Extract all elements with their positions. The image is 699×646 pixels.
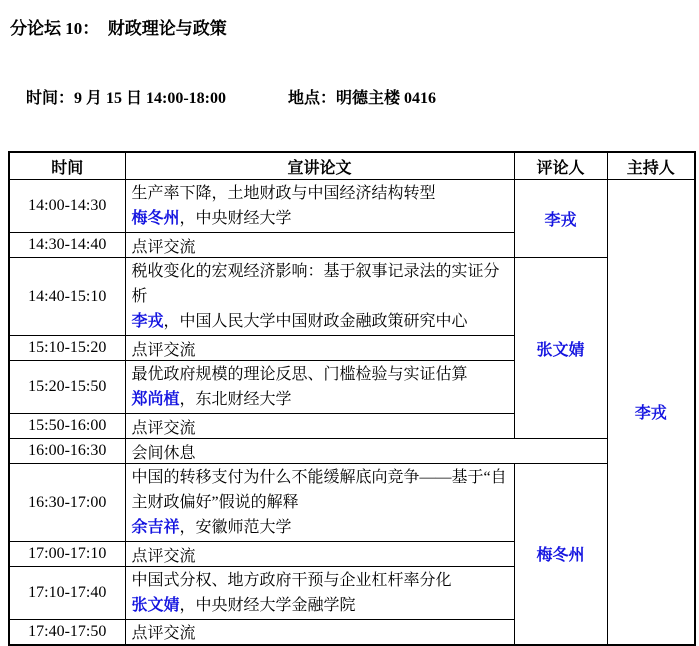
- presenter-name: 梅冬州: [131, 210, 180, 227]
- time-cell: 14:40-15:10: [9, 258, 125, 336]
- presenter-name: 郑尚植: [131, 391, 180, 408]
- presenter-affiliation: ，东北财经大学: [179, 391, 292, 408]
- schedule-row: [9, 464, 695, 542]
- activity-label: 点评交流: [125, 414, 514, 439]
- discussant-name: 李戎: [514, 180, 607, 258]
- activity-label: 点评交流: [125, 233, 514, 258]
- paper-cell: [125, 361, 514, 414]
- time-cell: 17:10-17:40: [9, 567, 125, 620]
- activity-label: 点评交流: [125, 542, 514, 567]
- time-cell: 16:30-17:00: [9, 464, 125, 542]
- presenter-affiliation: ，中国人民大学中国财政金融政策研究中心: [163, 313, 468, 330]
- paper-title: 最优政府规模的理论反思、门槛检验与实证估算: [131, 366, 468, 383]
- paper-author-line: [132, 309, 508, 334]
- header-row: [9, 152, 695, 180]
- paper-title: 中国式分权、地方政府干预与企业杠杆率分化: [131, 572, 452, 589]
- col-header-moderator: 主持人: [607, 152, 695, 180]
- presenter-name: 张文婧: [131, 597, 180, 614]
- time-cell: 15:50-16:00: [9, 414, 125, 439]
- paper-author-line: [132, 593, 508, 618]
- activity-label: 点评交流: [125, 620, 514, 645]
- time-cell: 15:20-15:50: [9, 361, 125, 414]
- session-time-label: 时间：9 月 15 日 14:00-18:00: [26, 90, 226, 107]
- time-cell: 15:10-15:20: [9, 336, 125, 361]
- time-cell: 16:00-16:30: [9, 439, 125, 464]
- presenter-name: 余吉祥: [131, 519, 180, 536]
- col-header-paper: 宣讲论文: [125, 152, 514, 180]
- presenter-affiliation: ，安徽师范大学: [179, 519, 292, 536]
- paper-cell: [125, 180, 514, 233]
- paper-author-line: [132, 515, 508, 540]
- activity-label: 点评交流: [125, 336, 514, 361]
- presenter-affiliation: ，中央财经大学: [179, 210, 292, 227]
- time-cell: 14:00-14:30: [9, 180, 125, 233]
- schedule-row: [9, 258, 695, 336]
- paper-title: 中国的转移支付为什么不能缓解底向竞争——基于“自主财政偏好”假说的解释: [131, 469, 507, 511]
- time-cell: 17:40-17:50: [9, 620, 125, 645]
- presenter-name: 李戎: [131, 313, 164, 330]
- paper-title: 生产率下降，土地财政与中国经济结构转型: [131, 185, 436, 202]
- paper-author-line: [132, 206, 508, 231]
- paper-author-line: [132, 387, 508, 412]
- schedule-row: [9, 180, 695, 233]
- page-title: 分论坛 10： 财政理论与政策: [10, 19, 227, 38]
- paper-cell: [125, 258, 514, 336]
- discussant-name: 梅冬州: [514, 464, 607, 645]
- break-label: 会间休息: [125, 439, 607, 464]
- moderator-name: 李戎: [607, 180, 695, 645]
- paper-cell: [125, 567, 514, 620]
- presenter-affiliation: ，中央财经大学金融学院: [179, 597, 356, 614]
- paper-cell: [125, 464, 514, 542]
- schedule-table: [8, 151, 696, 646]
- discussant-name: 张文婧: [514, 258, 607, 439]
- session-location-label: 地点：明德主楼 0416: [288, 90, 437, 107]
- col-header-time: 时间: [9, 152, 125, 180]
- time-cell: 14:30-14:40: [9, 233, 125, 258]
- document-page: [0, 14, 699, 643]
- schedule-row: [9, 439, 695, 464]
- paper-title: 税收变化的宏观经济影响：基于叙事记录法的实证分析: [131, 263, 500, 305]
- time-cell: 17:00-17:10: [9, 542, 125, 567]
- col-header-discussant: 评论人: [514, 152, 607, 180]
- session-info-line: [10, 67, 699, 126]
